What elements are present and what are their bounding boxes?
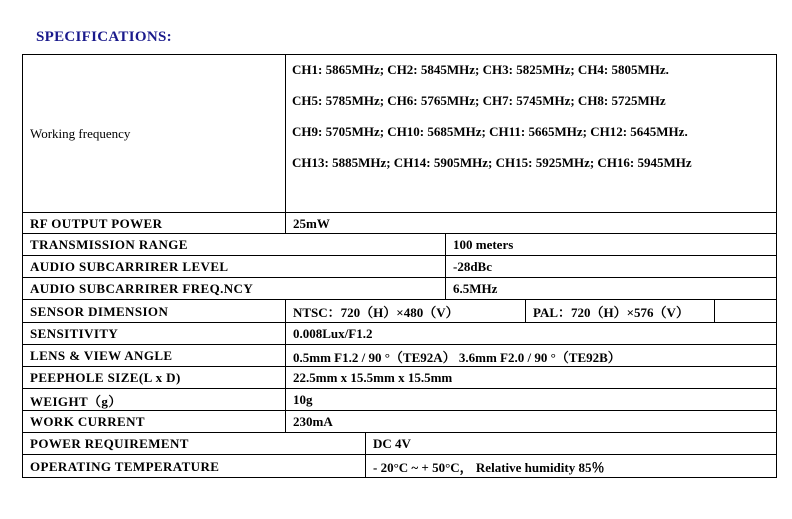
spec-label-transmission-range: TRANSMISSION RANGE xyxy=(30,237,188,252)
spec-row-weight xyxy=(23,388,776,411)
page-title: SPECIFICATIONS: xyxy=(36,29,172,45)
frequency-line: CH13: 5885MHz; CH14: 5905MHz; CH15: 5925MHz; CH16: 5945MHz xyxy=(292,155,692,170)
spec-value-rf-output-power: 25mW xyxy=(285,213,776,234)
spec-value-weight: 10g xyxy=(285,389,776,411)
spec-value-working-frequency xyxy=(285,55,776,212)
spec-label-peephole-size: PEEPHOLE SIZE(L x D) xyxy=(30,370,181,385)
spec-row-sensor-dimension xyxy=(23,299,776,323)
spec-row-peephole-size xyxy=(23,366,776,389)
spec-value-transmission-range: 100 meters xyxy=(445,234,776,256)
spec-value-power-requirement: DC 4V xyxy=(365,433,776,455)
spec-label-power-requirement: POWER REQUIREMENT xyxy=(30,436,189,451)
spec-value-sensitivity: 0.008Lux/F1.2 xyxy=(285,323,776,345)
spec-label-audio-subcarrier-level: AUDIO SUBCARRIRER LEVEL xyxy=(30,259,229,274)
spec-row-operating-temperature xyxy=(23,454,776,478)
spec-value-lens-view-angle: 0.5mm F1.2 / 90 °（TE92A） 3.6mm F2.0 / 90 °（TE92B） xyxy=(285,345,776,367)
spec-value-sensor-pal: PAL：720（H）×576（V） xyxy=(525,300,715,323)
spec-row-working-frequency xyxy=(23,55,776,212)
spec-row-rf-output-power xyxy=(23,212,776,234)
specifications-table xyxy=(22,54,777,478)
frequency-line: CH1: 5865MHz; CH2: 5845MHz; CH3: 5825MHz; CH4: 5805MHz. xyxy=(292,62,669,77)
spec-row-power-requirement xyxy=(23,432,776,455)
spec-value-sensor-ntsc: NTSC：720（H）×480（V） xyxy=(285,300,525,323)
spec-row-transmission-range xyxy=(23,233,776,256)
spec-label-sensor-dimension: SENSOR DIMENSION xyxy=(30,303,169,319)
frequency-line: CH5: 5785MHz; CH6: 5765MHz; CH7: 5745MHz; CH8: 5725MHz xyxy=(292,93,666,108)
spec-label-operating-temperature: OPERATING TEMPERATURE xyxy=(30,458,220,474)
spec-row-lens-view-angle xyxy=(23,344,776,367)
spec-value-work-current: 230mA xyxy=(285,411,776,433)
spec-row-audio-subcarrier-freq xyxy=(23,277,776,300)
spec-label-audio-subcarrier-freq: AUDIO SUBCARRIRER FREQ.NCY xyxy=(30,281,254,296)
spec-label-rf-output-power: RF OUTPUT POWER xyxy=(30,215,163,231)
spec-row-work-current xyxy=(23,410,776,433)
spec-row-sensitivity xyxy=(23,322,776,345)
spec-value-audio-subcarrier-level: -28dBc xyxy=(445,256,776,278)
frequency-line: CH9: 5705MHz; CH10: 5685MHz; CH11: 5665MHz; CH12: 5645MHz. xyxy=(292,124,688,139)
spec-label-weight: WEIGHT（g） xyxy=(30,393,122,409)
spec-value-peephole-size: 22.5mm x 15.5mm x 15.5mm xyxy=(285,367,776,389)
spec-value-operating-temperature: - 20°C ~ + 50°C， Relative humidity 85％ xyxy=(365,455,776,478)
spec-label-work-current: WORK CURRENT xyxy=(30,414,145,429)
spec-row-audio-subcarrier-level xyxy=(23,255,776,278)
spec-label-working-frequency: Working frequency xyxy=(30,125,131,141)
spec-label-sensitivity: SENSITIVITY xyxy=(30,326,119,341)
spec-label-lens-view-angle: LENS & VIEW ANGLE xyxy=(30,348,173,363)
spec-value-audio-subcarrier-freq: 6.5MHz xyxy=(445,278,776,300)
